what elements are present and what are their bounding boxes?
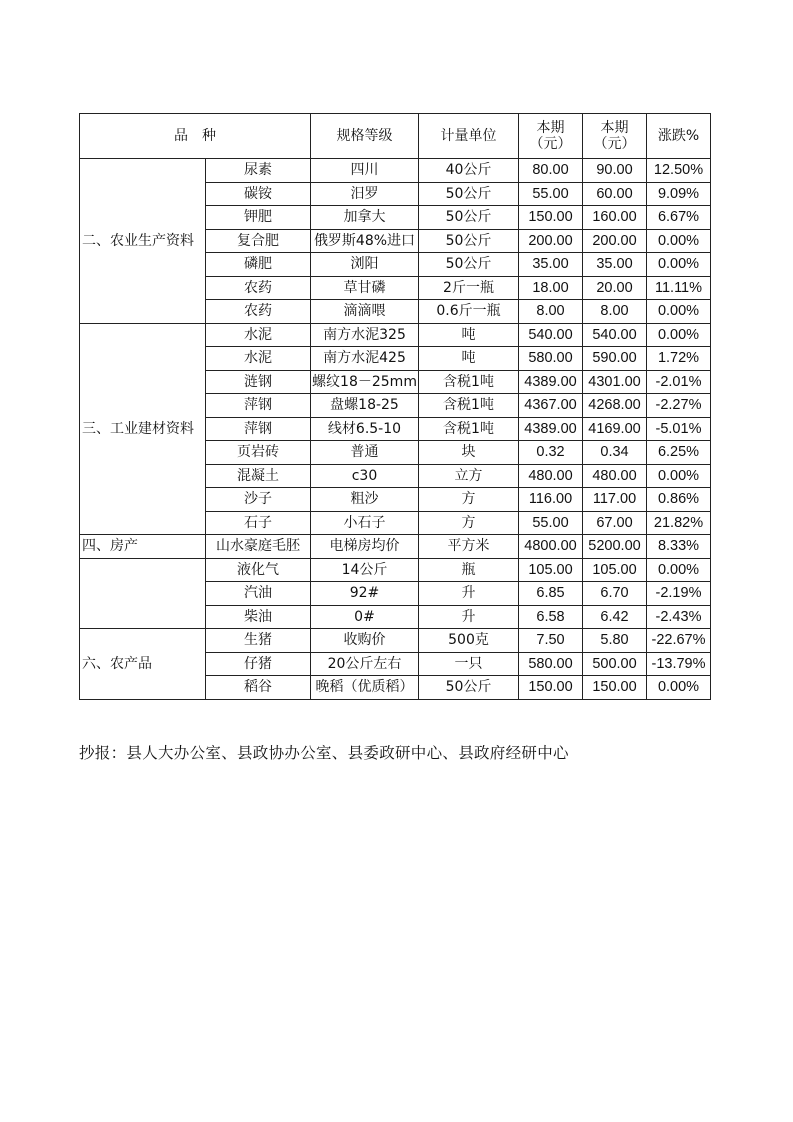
price-b-cell: 4169.00 [583, 417, 647, 441]
unit-cell: 50公斤 [419, 229, 519, 253]
price-a-cell: 55.00 [519, 511, 583, 535]
change-cell: -2.19% [647, 582, 711, 606]
unit-cell: 吨 [419, 323, 519, 347]
price-a-cell: 116.00 [519, 488, 583, 512]
unit-cell: 升 [419, 582, 519, 606]
change-cell: 8.33% [647, 535, 711, 559]
change-cell: 0.00% [647, 300, 711, 324]
price-a-cell: 55.00 [519, 182, 583, 206]
change-cell: 0.00% [647, 229, 711, 253]
unit-cell: 方 [419, 488, 519, 512]
unit-cell: 50公斤 [419, 206, 519, 230]
item-name-cell: 稻谷 [206, 676, 311, 700]
price-a-cell: 0.32 [519, 441, 583, 465]
price-b-cell: 105.00 [583, 558, 647, 582]
price-table [79, 113, 711, 700]
change-cell: 11.11% [647, 276, 711, 300]
change-cell: -5.01% [647, 417, 711, 441]
price-a-cell: 4800.00 [519, 535, 583, 559]
change-cell: -22.67% [647, 629, 711, 653]
unit-cell: 瓶 [419, 558, 519, 582]
item-name-cell: 页岩砖 [206, 441, 311, 465]
change-cell: 12.50% [647, 159, 711, 183]
price-b-cell: 200.00 [583, 229, 647, 253]
item-name-cell: 水泥 [206, 323, 311, 347]
spec-cell: 俄罗斯48%进口 [311, 229, 419, 253]
price-b-cell: 6.42 [583, 605, 647, 629]
spec-cell: 粗沙 [311, 488, 419, 512]
item-name-cell: 萍钢 [206, 417, 311, 441]
price-a-cell: 150.00 [519, 676, 583, 700]
spec-cell: 普通 [311, 441, 419, 465]
category-cell: 四、房产 [80, 535, 206, 559]
price-b-cell: 150.00 [583, 676, 647, 700]
spec-cell: 浏阳 [311, 253, 419, 277]
cc-footer: 抄报：县人大办公室、县政协办公室、县委政研中心、县政府经研中心 [79, 744, 569, 762]
spec-cell: 四川 [311, 159, 419, 183]
price-b-cell: 8.00 [583, 300, 647, 324]
price-a-cell: 6.85 [519, 582, 583, 606]
category-cell: 三、工业建材资料 [80, 323, 206, 535]
price-b-cell: 590.00 [583, 347, 647, 371]
change-cell: 0.00% [647, 253, 711, 277]
price-a-cell: 35.00 [519, 253, 583, 277]
header-change: 涨跌% [647, 114, 711, 159]
unit-cell: 50公斤 [419, 182, 519, 206]
price-b-cell: 5200.00 [583, 535, 647, 559]
price-a-cell: 18.00 [519, 276, 583, 300]
price-a-cell: 540.00 [519, 323, 583, 347]
unit-cell: 含税1吨 [419, 394, 519, 418]
spec-cell: 0# [311, 605, 419, 629]
item-name-cell: 磷肥 [206, 253, 311, 277]
price-a-cell: 580.00 [519, 652, 583, 676]
spec-cell: 线材6.5-10 [311, 417, 419, 441]
table-row [80, 323, 711, 347]
price-b-cell: 4268.00 [583, 394, 647, 418]
unit-cell: 升 [419, 605, 519, 629]
change-cell: 0.00% [647, 464, 711, 488]
spec-cell: 草甘磷 [311, 276, 419, 300]
table-body [80, 159, 711, 700]
spec-cell: 滴滴喂 [311, 300, 419, 324]
price-b-cell: 500.00 [583, 652, 647, 676]
change-cell: -13.79% [647, 652, 711, 676]
price-b-cell: 60.00 [583, 182, 647, 206]
header-spec: 规格等级 [311, 114, 419, 159]
price-a-cell: 480.00 [519, 464, 583, 488]
spec-cell: 电梯房均价 [311, 535, 419, 559]
header-current-b: 本期 （元） [583, 114, 647, 159]
unit-cell: 0.6斤一瓶 [419, 300, 519, 324]
spec-cell: 92# [311, 582, 419, 606]
unit-cell: 40公斤 [419, 159, 519, 183]
unit-cell: 吨 [419, 347, 519, 371]
unit-cell: 一只 [419, 652, 519, 676]
item-name-cell: 尿素 [206, 159, 311, 183]
change-cell: -2.01% [647, 370, 711, 394]
item-name-cell: 沙子 [206, 488, 311, 512]
price-b-cell: 160.00 [583, 206, 647, 230]
item-name-cell: 液化气 [206, 558, 311, 582]
table-row [80, 159, 711, 183]
price-b-cell: 117.00 [583, 488, 647, 512]
change-cell: 21.82% [647, 511, 711, 535]
spec-cell: 小石子 [311, 511, 419, 535]
price-b-cell: 20.00 [583, 276, 647, 300]
change-cell: 0.00% [647, 558, 711, 582]
unit-cell: 平方米 [419, 535, 519, 559]
spec-cell: 14公斤 [311, 558, 419, 582]
price-a-cell: 8.00 [519, 300, 583, 324]
item-name-cell: 农药 [206, 300, 311, 324]
price-a-cell: 105.00 [519, 558, 583, 582]
price-b-cell: 90.00 [583, 159, 647, 183]
change-cell: 6.67% [647, 206, 711, 230]
table-row [80, 535, 711, 559]
spec-cell: 汨罗 [311, 182, 419, 206]
unit-cell: 2斤一瓶 [419, 276, 519, 300]
spec-cell: 盘螺18-25 [311, 394, 419, 418]
price-b-cell: 67.00 [583, 511, 647, 535]
spec-cell: 螺纹18－25mm [311, 370, 419, 394]
item-name-cell: 山水豪庭毛胚 [206, 535, 311, 559]
price-a-cell: 6.58 [519, 605, 583, 629]
category-cell: 六、农产品 [80, 629, 206, 700]
unit-cell: 方 [419, 511, 519, 535]
change-cell: 0.00% [647, 676, 711, 700]
price-a-cell: 80.00 [519, 159, 583, 183]
item-name-cell: 碳铵 [206, 182, 311, 206]
spec-cell: 南方水泥325 [311, 323, 419, 347]
item-name-cell: 钾肥 [206, 206, 311, 230]
header-row [80, 114, 711, 159]
spec-cell: 南方水泥425 [311, 347, 419, 371]
item-name-cell: 混凝土 [206, 464, 311, 488]
item-name-cell: 石子 [206, 511, 311, 535]
change-cell: 0.86% [647, 488, 711, 512]
item-name-cell: 萍钢 [206, 394, 311, 418]
unit-cell: 500克 [419, 629, 519, 653]
change-cell: 6.25% [647, 441, 711, 465]
price-b-cell: 540.00 [583, 323, 647, 347]
item-name-cell: 生猪 [206, 629, 311, 653]
item-name-cell: 水泥 [206, 347, 311, 371]
spec-cell: 晚稻（优质稻） [311, 676, 419, 700]
price-a-cell: 200.00 [519, 229, 583, 253]
header-unit: 计量单位 [419, 114, 519, 159]
change-cell: -2.27% [647, 394, 711, 418]
table-row [80, 629, 711, 653]
spec-cell: 20公斤左右 [311, 652, 419, 676]
price-a-cell: 4367.00 [519, 394, 583, 418]
table-row [80, 558, 711, 582]
item-name-cell: 柴油 [206, 605, 311, 629]
price-b-cell: 35.00 [583, 253, 647, 277]
change-cell: -2.43% [647, 605, 711, 629]
change-cell: 0.00% [647, 323, 711, 347]
item-name-cell: 复合肥 [206, 229, 311, 253]
item-name-cell: 仔猪 [206, 652, 311, 676]
category-cell [80, 558, 206, 629]
change-cell: 1.72% [647, 347, 711, 371]
price-a-cell: 4389.00 [519, 417, 583, 441]
item-name-cell: 涟钢 [206, 370, 311, 394]
unit-cell: 立方 [419, 464, 519, 488]
price-b-cell: 6.70 [583, 582, 647, 606]
price-b-cell: 4301.00 [583, 370, 647, 394]
price-a-cell: 150.00 [519, 206, 583, 230]
price-b-cell: 0.34 [583, 441, 647, 465]
unit-cell: 含税1吨 [419, 417, 519, 441]
spec-cell: 收购价 [311, 629, 419, 653]
header-variety: 品 种 [80, 114, 311, 159]
unit-cell: 50公斤 [419, 253, 519, 277]
price-a-cell: 7.50 [519, 629, 583, 653]
price-a-cell: 580.00 [519, 347, 583, 371]
spec-cell: c30 [311, 464, 419, 488]
unit-cell: 含税1吨 [419, 370, 519, 394]
header-current-a: 本期 （元） [519, 114, 583, 159]
item-name-cell: 农药 [206, 276, 311, 300]
spec-cell: 加拿大 [311, 206, 419, 230]
unit-cell: 50公斤 [419, 676, 519, 700]
price-b-cell: 5.80 [583, 629, 647, 653]
item-name-cell: 汽油 [206, 582, 311, 606]
price-a-cell: 4389.00 [519, 370, 583, 394]
unit-cell: 块 [419, 441, 519, 465]
category-cell: 二、农业生产资料 [80, 159, 206, 324]
change-cell: 9.09% [647, 182, 711, 206]
price-b-cell: 480.00 [583, 464, 647, 488]
